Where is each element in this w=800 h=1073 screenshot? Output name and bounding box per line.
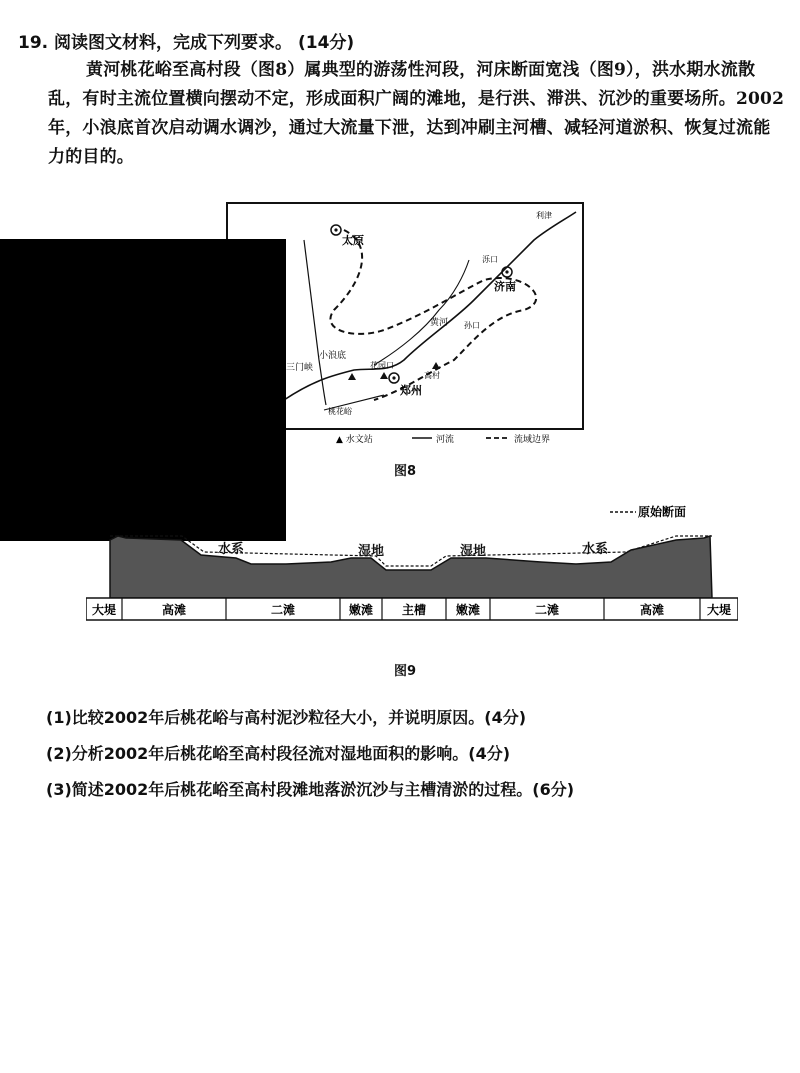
segment-dike-right: 大堤	[706, 603, 732, 617]
sub-questions	[46, 700, 786, 808]
segment-tender-beach-right: 嫩滩	[455, 603, 481, 617]
segment-dike-left: 大堤	[91, 603, 117, 617]
feature-label-water-system-right: 水系	[582, 542, 609, 557]
sanmenxia-label: 三门峡	[286, 363, 314, 373]
taiyuan-label: 太原	[342, 234, 364, 247]
segment-second-beach-right: 二滩	[534, 603, 560, 617]
original-section-legend: 原始断面	[638, 505, 687, 519]
redaction-block	[0, 239, 286, 541]
zhengzhou-label: 郑州	[400, 384, 422, 397]
huayuankou-label: 花园口	[370, 361, 394, 370]
jinan-label: 济南	[494, 280, 516, 293]
xiaolangdi-label: 小浪底	[319, 351, 347, 361]
segment-second-beach-left: 二滩	[270, 603, 296, 617]
figure8-caption: 图8	[394, 464, 417, 479]
segment-high-beach-right: 高滩	[639, 603, 665, 617]
question-number: 19.	[18, 33, 49, 53]
taohuayu-label: 桃花峪	[328, 407, 352, 416]
sub-question-3: (3)简述2002年后桃花峪至高村段滩地落淤沉沙与主槽清淤的过程。(6分)	[46, 780, 575, 799]
legend-boundary: 流域边界	[514, 435, 551, 445]
segment-main-channel: 主槽	[401, 603, 427, 617]
question-title	[18, 28, 354, 53]
segment-tender-beach-left: 嫩滩	[348, 603, 374, 617]
question-instruction: 阅读图文材料，完成下列要求。	[54, 33, 293, 53]
figure9-caption: 图9	[394, 664, 417, 679]
feature-label-wetland-left: 湿地	[358, 544, 385, 559]
terrain-profile	[110, 536, 712, 598]
legend-river: 河流	[436, 435, 455, 445]
figure9-cross-section	[86, 500, 738, 625]
gaocun-label: 高村	[424, 371, 440, 380]
sunkou-label: 孙口	[464, 321, 480, 330]
feature-label-water-system-left: 水系	[218, 542, 245, 557]
material-text: 黄河桃花峪至高村段（图8）属典型的游荡性河段，河床断面宽浅（图9），洪水期水流散乱，有时主流位置横向摆动不定，形成面积广阔的滩地，是行洪、滞洪、沉沙的重要场所。2002年，小浪底首次启动调水调沙，通过大流量下泄，达到冲刷主河槽、减轻河道淤积、恢复过流能力的目的。	[48, 60, 785, 167]
luokou-label: 泺口	[482, 255, 498, 264]
question-score: (14分)	[297, 33, 355, 53]
legend-station: ▲ 水文站	[336, 435, 373, 445]
yellow-river-label: 黄河	[430, 318, 449, 328]
sub-question-2: (2)分析2002年后桃花峪至高村段径流对湿地面积的影响。(4分)	[46, 744, 511, 763]
sub-question-1: (1)比较2002年后桃花峪与高村泥沙粒径大小，并说明原因。(4分)	[46, 708, 527, 727]
segment-high-beach-left: 高滩	[161, 603, 187, 617]
lijin-label: 利津	[536, 211, 552, 220]
material-paragraph	[48, 56, 786, 172]
feature-label-wetland-right: 湿地	[460, 544, 487, 559]
